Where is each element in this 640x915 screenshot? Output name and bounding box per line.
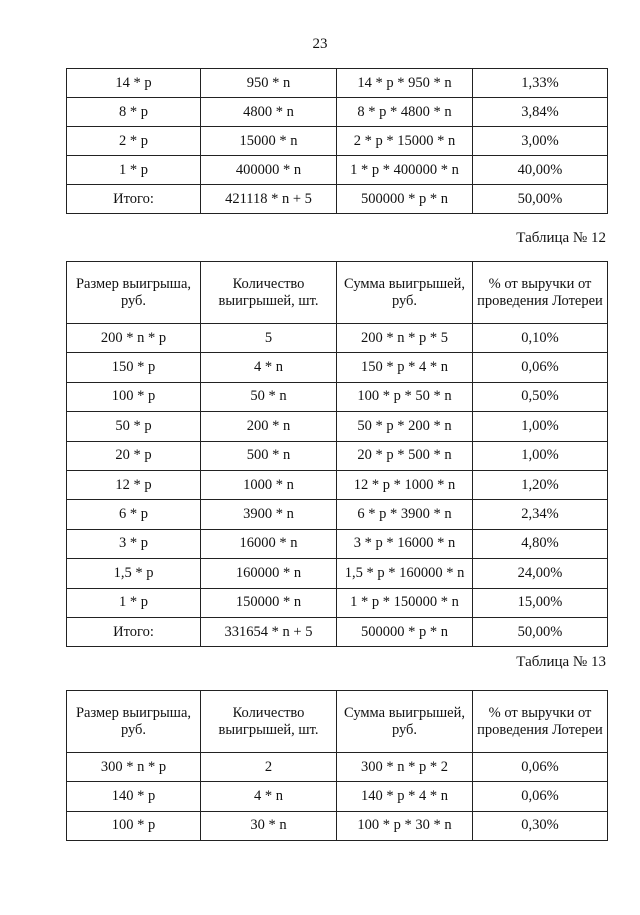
cell-prize-size: 100 * р: [67, 382, 201, 411]
cell-prize-sum: 1,5 * р * 160000 * n: [337, 559, 473, 588]
cell-prize-count: 500 * n: [201, 441, 337, 470]
cell-prize-count: 16000 * n: [201, 529, 337, 558]
cell-revenue-percent: 2,34%: [473, 500, 608, 529]
cell-prize-count: 950 * n: [201, 69, 337, 98]
header-prize-sum: Сумма выигрышей, руб.: [337, 262, 473, 324]
cell-prize-count: 3900 * n: [201, 500, 337, 529]
table-row: [67, 588, 608, 617]
cell-revenue-percent: 3,84%: [473, 98, 608, 127]
table-row: [67, 617, 608, 646]
table-row: [67, 470, 608, 499]
table-row: [67, 69, 608, 98]
cell-prize-count: 150000 * n: [201, 588, 337, 617]
table-row: [67, 753, 608, 782]
cell-revenue-percent: 1,00%: [473, 412, 608, 441]
cell-prize-size: 2 * р: [67, 127, 201, 156]
header-prize-count: Количество выигрышей, шт.: [201, 691, 337, 753]
cell-revenue-percent: 0,06%: [473, 782, 608, 811]
table-row: [67, 353, 608, 382]
table-row: [67, 500, 608, 529]
cell-revenue-percent: 1,33%: [473, 69, 608, 98]
cell-prize-size: Итого:: [67, 185, 201, 214]
cell-prize-size: 1,5 * р: [67, 559, 201, 588]
cell-prize-count: 400000 * n: [201, 156, 337, 185]
cell-prize-sum: 6 * р * 3900 * n: [337, 500, 473, 529]
cell-prize-size: 1 * р: [67, 588, 201, 617]
table-row: [67, 559, 608, 588]
cell-revenue-percent: 50,00%: [473, 185, 608, 214]
prize-table-12: [66, 261, 608, 647]
cell-revenue-percent: 24,00%: [473, 559, 608, 588]
cell-prize-sum: 1 * р * 150000 * n: [337, 588, 473, 617]
table-caption: Таблица № 13: [516, 654, 606, 670]
table-row: [67, 156, 608, 185]
table-body: [67, 69, 608, 214]
table-row: [67, 127, 608, 156]
cell-prize-size: 300 * n * р: [67, 753, 201, 782]
cell-prize-sum: 150 * р * 4 * n: [337, 353, 473, 382]
table-body: [67, 753, 608, 841]
cell-prize-size: 50 * р: [67, 412, 201, 441]
cell-prize-count: 200 * n: [201, 412, 337, 441]
header-prize-count: Количество выигрышей, шт.: [201, 262, 337, 324]
header-prize-sum: Сумма выигрышей, руб.: [337, 691, 473, 753]
table-header-row: [67, 691, 608, 753]
cell-prize-count: 4 * n: [201, 353, 337, 382]
header-prize-size: Размер выигрыша, руб.: [67, 262, 201, 324]
cell-prize-sum: 300 * n * р * 2: [337, 753, 473, 782]
cell-prize-size: 1 * р: [67, 156, 201, 185]
cell-prize-size: 6 * р: [67, 500, 201, 529]
cell-prize-sum: 2 * р * 15000 * n: [337, 127, 473, 156]
cell-prize-count: 2: [201, 753, 337, 782]
cell-prize-size: 140 * р: [67, 782, 201, 811]
cell-revenue-percent: 4,80%: [473, 529, 608, 558]
table-caption: Таблица № 12: [516, 230, 606, 246]
table-header-row: [67, 262, 608, 324]
cell-prize-sum: 14 * р * 950 * n: [337, 69, 473, 98]
cell-revenue-percent: 15,00%: [473, 588, 608, 617]
table-row: [67, 98, 608, 127]
cell-prize-size: 150 * р: [67, 353, 201, 382]
cell-revenue-percent: 3,00%: [473, 127, 608, 156]
cell-prize-sum: 500000 * р * n: [337, 185, 473, 214]
cell-prize-count: 331654 * n + 5: [201, 617, 337, 646]
cell-prize-count: 1000 * n: [201, 470, 337, 499]
table-row: [67, 185, 608, 214]
cell-prize-count: 30 * n: [201, 811, 337, 840]
header-prize-size: Размер выигрыша, руб.: [67, 691, 201, 753]
cell-prize-sum: 8 * р * 4800 * n: [337, 98, 473, 127]
cell-revenue-percent: 0,50%: [473, 382, 608, 411]
cell-revenue-percent: 1,00%: [473, 441, 608, 470]
table-row: [67, 782, 608, 811]
cell-revenue-percent: 0,06%: [473, 353, 608, 382]
cell-prize-size: 200 * n * р: [67, 324, 201, 353]
cell-revenue-percent: 0,30%: [473, 811, 608, 840]
cell-revenue-percent: 0,10%: [473, 324, 608, 353]
page-number: 23: [312, 36, 328, 52]
cell-revenue-percent: 40,00%: [473, 156, 608, 185]
cell-prize-count: 4800 * n: [201, 98, 337, 127]
prize-table-13: [66, 690, 608, 841]
cell-prize-sum: 100 * р * 30 * n: [337, 811, 473, 840]
cell-prize-size: Итого:: [67, 617, 201, 646]
cell-prize-size: 14 * р: [67, 69, 201, 98]
cell-prize-size: 12 * р: [67, 470, 201, 499]
cell-prize-sum: 500000 * р * n: [337, 617, 473, 646]
cell-revenue-percent: 0,06%: [473, 753, 608, 782]
table-row: [67, 811, 608, 840]
cell-prize-sum: 1 * р * 400000 * n: [337, 156, 473, 185]
cell-prize-sum: 20 * р * 500 * n: [337, 441, 473, 470]
cell-revenue-percent: 1,20%: [473, 470, 608, 499]
header-revenue-percent: % от выручки от проведения Лотереи: [473, 262, 608, 324]
cell-prize-sum: 3 * р * 16000 * n: [337, 529, 473, 558]
cell-prize-sum: 200 * n * р * 5: [337, 324, 473, 353]
table-row: [67, 382, 608, 411]
table-row: [67, 529, 608, 558]
cell-prize-count: 421118 * n + 5: [201, 185, 337, 214]
table-row: [67, 441, 608, 470]
table-row: [67, 324, 608, 353]
cell-prize-size: 3 * р: [67, 529, 201, 558]
cell-prize-sum: 140 * р * 4 * n: [337, 782, 473, 811]
cell-prize-size: 20 * р: [67, 441, 201, 470]
cell-prize-count: 4 * n: [201, 782, 337, 811]
cell-prize-sum: 100 * р * 50 * n: [337, 382, 473, 411]
cell-revenue-percent: 50,00%: [473, 617, 608, 646]
cell-prize-size: 8 * р: [67, 98, 201, 127]
cell-prize-size: 100 * р: [67, 811, 201, 840]
prize-table-continued: [66, 68, 608, 214]
cell-prize-count: 50 * n: [201, 382, 337, 411]
cell-prize-count: 160000 * n: [201, 559, 337, 588]
cell-prize-count: 15000 * n: [201, 127, 337, 156]
cell-prize-count: 5: [201, 324, 337, 353]
table-body: [67, 324, 608, 647]
cell-prize-sum: 50 * р * 200 * n: [337, 412, 473, 441]
cell-prize-sum: 12 * р * 1000 * n: [337, 470, 473, 499]
header-revenue-percent: % от выручки от проведения Лотереи: [473, 691, 608, 753]
table-row: [67, 412, 608, 441]
